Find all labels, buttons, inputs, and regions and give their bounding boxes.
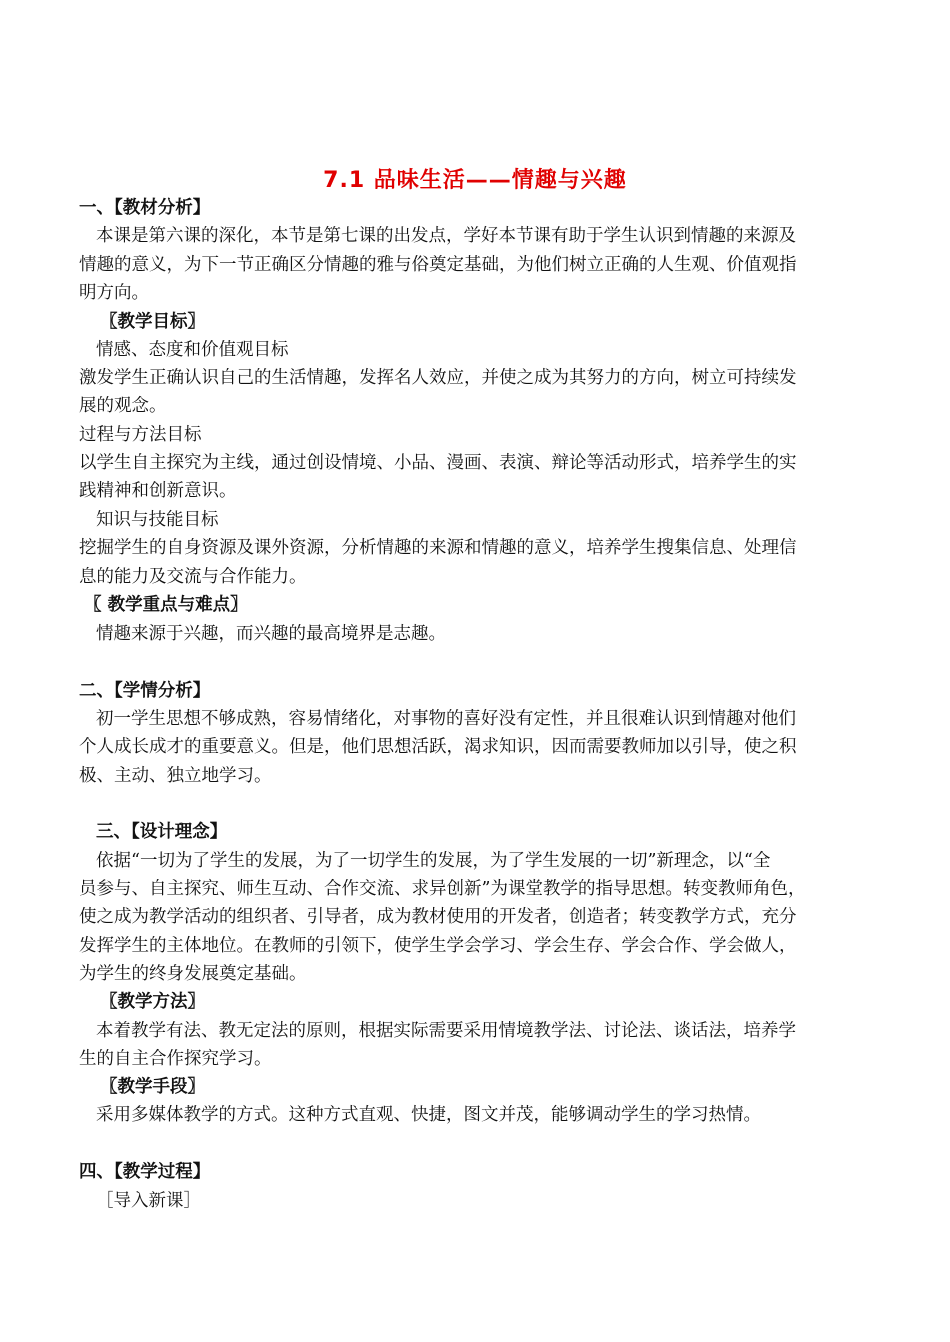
paragraph-line: 展的观念。 [79,396,167,416]
subheading-key-points: 〖 教学重点与难点〗 [84,595,248,615]
paragraph-line: 员参与、自主探究、师生互动、合作交流、求异创新”为课堂教学的指导思想。转变教师角色， [79,879,806,899]
paragraph-line: 采用多媒体教学的方式。这种方式直观、快捷，图文并茂，能够调动学生的学习热情。 [96,1105,761,1125]
paragraph-line: 践精神和创新意识。 [79,481,237,501]
paragraph-line: 明方向。 [79,283,149,303]
goal-title: 知识与技能目标 [96,510,219,530]
section-heading-design-concept: 三、【设计理念】 [96,822,228,842]
paragraph-line: 本着教学有法、教无定法的原则，根据实际需要采用情境教学法、讨论法、谈话法，培养学 [96,1021,796,1041]
paragraph-line: 本课是第六课的深化，本节是第七课的出发点，学好本节课有助于学生认识到情趣的来源及 [96,226,796,246]
paragraph-line: 生的自主合作探究学习。 [79,1049,272,1069]
subheading-teaching-method: 〖教学方法〗 [100,992,205,1012]
goal-title: 情感、态度和价值观目标 [96,340,289,360]
subheading-teaching-goals: 〖教学目标〗 [100,312,205,332]
paragraph-line: 息的能力及交流与合作能力。 [79,567,307,587]
paragraph-line: 激发学生正确认识自己的生活情趣，发挥名人效应，并使之成为其努力的方向，树立可持续发 [79,368,797,388]
goal-title: 过程与方法目标 [79,425,202,445]
document-title: 7.1 品味生活——情趣与兴趣 [323,168,627,193]
paragraph-line: 使之成为教学活动的组织者、引导者，成为教材使用的开发者，创造者；转变教学方式，充分 [79,907,797,927]
paragraph-line: 为学生的终身发展奠定基础。 [79,964,307,984]
paragraph-line: 发挥学生的主体地位。在教师的引领下，使学生学会学习、学会生存、学会合作、学会做人， [79,936,797,956]
section-heading-student-analysis: 二、【学情分析】 [79,681,211,701]
subheading-teaching-means: 〖教学手段〗 [100,1077,205,1097]
paragraph-line: 个人成长成才的重要意义。但是，他们思想活跃，渴求知识，因而需要教师加以引导，使之积 [79,737,797,757]
paragraph-line: 情趣的意义，为下一节正确区分情趣的雅与俗奠定基础，为他们树立正确的人生观、价值观指 [79,255,797,275]
paragraph-line: 以学生自主探究为主线，通过创设情境、小品、漫画、表演、辩论等活动形式，培养学生的实 [79,453,797,473]
paragraph-line: 依据“一切为了学生的发展，为了一切学生的发展，为了学生发展的一切”新理念，以“全 [96,851,771,871]
section-heading-teaching-material: 一、【教材分析】 [79,198,211,218]
paragraph-line: 挖掘学生的自身资源及课外资源，分析情趣的来源和情趣的意义，培养学生搜集信息、处理信 [79,538,797,558]
section-heading-teaching-process: 四、【教学过程】 [79,1162,211,1182]
paragraph-line: 情趣来源于兴趣，而兴趣的最高境界是志趣。 [96,624,446,644]
subheading-new-lesson-intro: ［导入新课］ [96,1191,201,1211]
paragraph-line: 初一学生思想不够成熟，容易情绪化，对事物的喜好没有定性，并且很难认识到情趣对他们 [96,709,796,729]
paragraph-line: 极、主动、独立地学习。 [79,766,272,786]
